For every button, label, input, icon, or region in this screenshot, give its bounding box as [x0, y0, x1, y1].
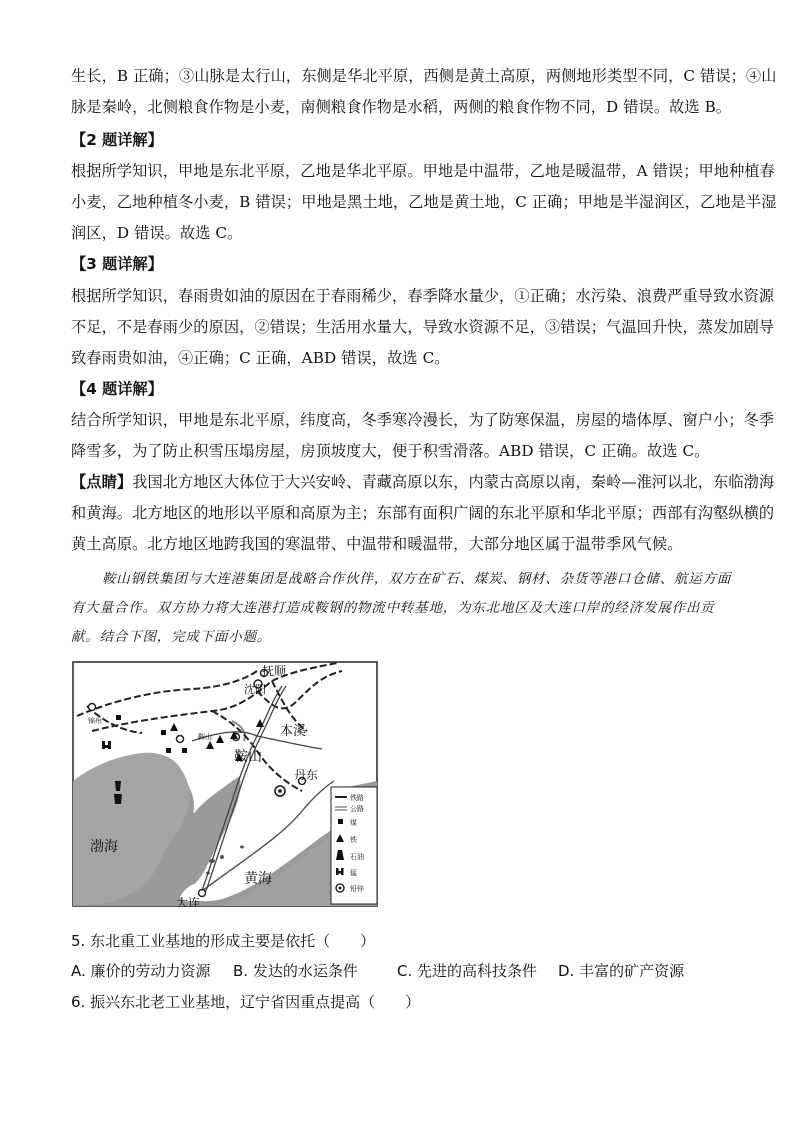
- q5-option-c: C. 先进的高科技条件: [397, 962, 538, 980]
- q2-heading: 【2 题详解】: [71, 131, 163, 149]
- intro-line2: 有大量合作。双方协力将大连港打造成鞍钢的物流中转基地，为东北地区及大连口岸的经济发展作出贡: [71, 600, 715, 616]
- answer1-line1: 生长，B 正确；③山脉是太行山，东侧是华北平原，西侧是黄土高原，两侧地形类型不同，C 错误；④山: [71, 67, 777, 85]
- legend-oil: 石油: [350, 853, 364, 861]
- q2-line3: 润区，D 错误。故选 C。: [71, 224, 243, 242]
- legend-leadzinc: 铅锌: [350, 885, 364, 893]
- q3-line2: 不足，不是春雨少的原因，②错误；生活用水量大，导致水资源不足，③错误；气温回升快，蒸发加剧导: [71, 318, 775, 336]
- q5-option-b: B. 发达的水运条件: [233, 962, 358, 980]
- legend-coal: 煤: [350, 819, 357, 827]
- city-anshan: 鞍山: [234, 749, 262, 765]
- sea-bohai: 渤海: [90, 839, 118, 855]
- legend-manganese: 锰: [350, 869, 357, 877]
- q6-stem: 6. 振兴东北老工业基地，辽宁省因重点提高（ ）: [71, 993, 421, 1011]
- note-line1-text: 我国北方地区大体位于大兴安岭、青藏高原以东，内蒙古高原以南，秦岭—淮河以北，东临渤海: [132, 473, 775, 491]
- legend-railway: 铁路: [350, 794, 364, 802]
- q5-option-a: A. 廉价的劳动力资源: [71, 962, 211, 980]
- q3-heading: 【3 题详解】: [71, 255, 163, 273]
- note-line2: 和黄海。北方地区的地形以平原和高原为主；东部有面积广阔的东北平原和华北平原；西部有沟壑纵横的: [71, 504, 775, 522]
- city-fushun: 抚顺: [262, 664, 287, 678]
- liaoning-map: [72, 661, 378, 907]
- city-dandong: 丹东: [294, 768, 319, 782]
- sea-huanghai: 黄海: [244, 871, 272, 887]
- map-legend: [331, 787, 377, 904]
- note-heading: 【点睛】: [71, 473, 133, 491]
- note-line1: [71, 467, 775, 498]
- q3-line1: 根据所学知识，春雨贵如油的原因在于春雨稀少，春季降水量少，①正确；水污染、浪费严重导致水资源: [71, 287, 775, 305]
- q3-line3: 致春雨贵如油，④正确；C 正确，ABD 错误，故选 C。: [71, 349, 450, 367]
- q4-line2: 降雪多，为了防止积雪压塌房屋，房顶坡度大，便于积雪滑落。ABD 错误，C 正确。故选 C。: [71, 442, 710, 460]
- note-line3: 黄土高原。北方地区地跨我国的寒温带、中温带和暖温带，大部分地区属于温带季风气候。: [71, 535, 683, 553]
- q4-line1: 结合所学知识，甲地是东北平原，纬度高，冬季寒冷漫长，为了防寒保温，房屋的墙体厚、窗户小；冬季: [71, 411, 775, 429]
- q5-stem: 5. 东北重工业基地的形成主要是依托（ ）: [71, 932, 376, 950]
- city-shenyang: 沈阳: [244, 683, 266, 696]
- intro-line1: 鞍山钢铁集团与大连港集团是战略合作伙伴，双方在矿石、煤炭、钢材、杂货等港口仓储、航运方面: [102, 571, 732, 587]
- city-jinzhou: 锦州: [88, 717, 102, 725]
- city-anshan-small: 鞍山: [198, 733, 212, 741]
- legend-iron: 铁: [350, 836, 357, 844]
- city-benxi: 本溪: [280, 724, 307, 739]
- q4-heading: 【4 题详解】: [71, 380, 163, 398]
- legend-road: 公路: [350, 805, 364, 813]
- answer1-line2: 脉是秦岭，北侧粮食作物是小麦，南侧粮食作物是水稻，两侧的粮食作物不同，D 错误。故选 B。: [71, 98, 732, 116]
- q2-line1: 根据所学知识，甲地是东北平原，乙地是华北平原。甲地是中温带，乙地是暖温带，A 错误；甲地种植春: [71, 162, 775, 180]
- q2-line2: 小麦，乙地种植冬小麦，B 错误；甲地是黑土地，乙地是黄土地，C 正确；甲地是半湿润区，乙地是半湿: [71, 193, 777, 211]
- city-dalian: 大连: [176, 896, 201, 907]
- q5-option-d: D. 丰富的矿产资源: [558, 962, 685, 980]
- intro-line3: 献。结合下图，完成下面小题。: [71, 629, 272, 645]
